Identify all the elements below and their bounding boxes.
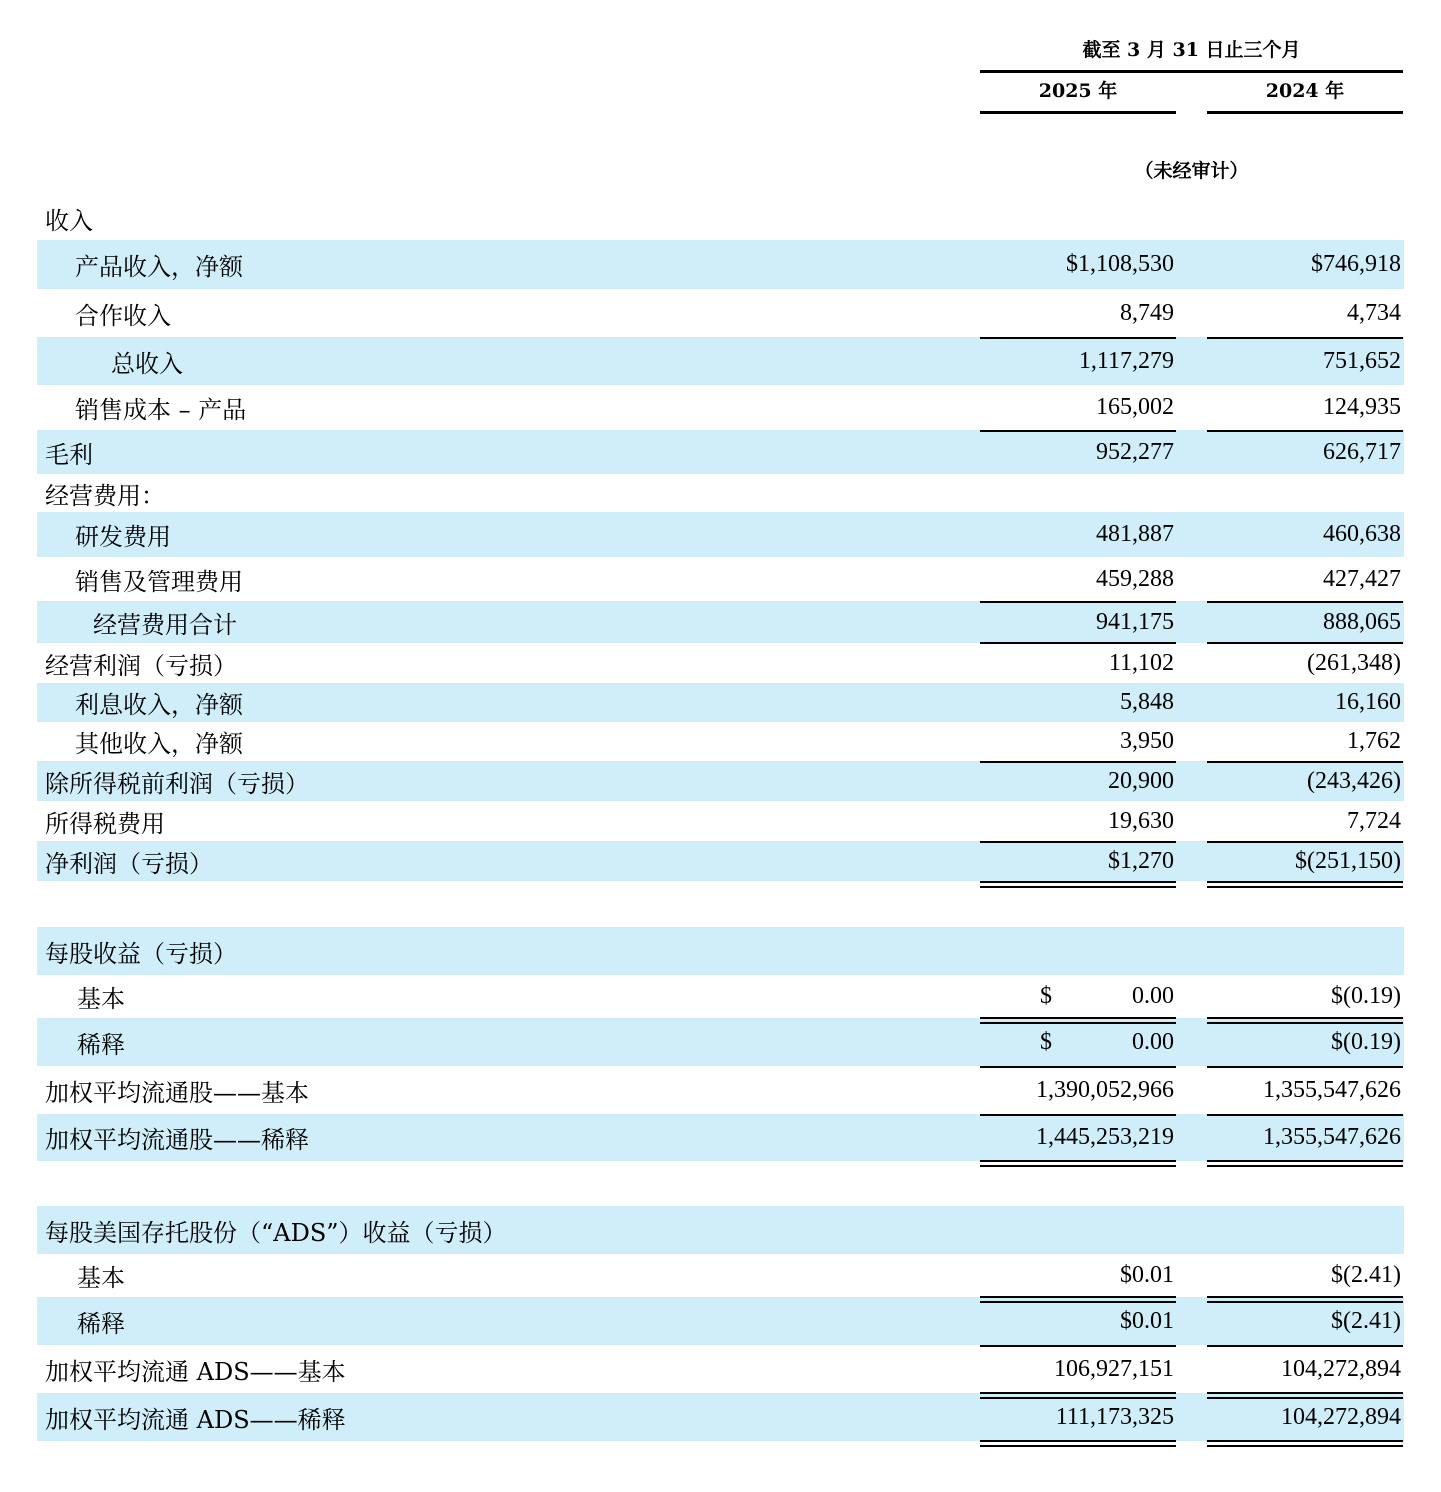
table-row: [37, 841, 1404, 881]
subtotal-rule: [980, 1345, 1176, 1347]
value-2025: 941,175: [1096, 608, 1174, 635]
subtotal-rule: [980, 642, 1176, 644]
table-row: [37, 557, 1404, 601]
total-double-rule: [980, 1160, 1176, 1167]
row-label: 经营费用：: [45, 481, 165, 510]
row-label: 加权平均流通 ADS——基本: [45, 1357, 346, 1386]
row-label: 总收入: [111, 349, 183, 378]
table-row: [37, 801, 1404, 841]
row-label: 稀释: [77, 1309, 125, 1338]
table-row: [37, 975, 1404, 1018]
value-2024: $(0.19): [1331, 983, 1401, 1009]
row-label: 加权平均流通股——稀释: [45, 1126, 309, 1154]
value-2024: 888,065: [1323, 608, 1401, 635]
table-row: [37, 1066, 1404, 1114]
table-row: [37, 430, 1404, 474]
value-2025: 0.00: [1132, 983, 1174, 1009]
table-row: [37, 643, 1404, 683]
table-row: [37, 1297, 1404, 1345]
row-label: 净利润（亏损）: [45, 849, 213, 878]
row-label: 所得税费用: [45, 809, 165, 838]
value-2024: 751,652: [1323, 347, 1401, 374]
table-row: [37, 722, 1404, 761]
subtotal-rule: [1207, 601, 1403, 603]
value-2024: $(2.41): [1331, 1262, 1401, 1288]
value-2024: 626,717: [1323, 438, 1401, 465]
value-2025: $1,108,530: [1066, 251, 1174, 277]
table-row: [37, 601, 1404, 643]
column-header-2025: 2025 年: [1038, 80, 1118, 102]
value-2024: 4,734: [1347, 299, 1401, 326]
period-underline: [980, 70, 1403, 73]
total-double-rule: [1207, 1017, 1403, 1024]
subtotal-rule: [1207, 642, 1403, 644]
total-double-rule: [1207, 881, 1403, 888]
subtotal-rule: [980, 1066, 1176, 1068]
table-row: [37, 1018, 1404, 1066]
value-2024: (261,348): [1307, 649, 1401, 676]
row-label: 研发费用: [75, 523, 171, 551]
value-2025: 111,173,325: [1055, 1403, 1174, 1430]
total-double-rule: [980, 1392, 1176, 1399]
value-2024: (243,426): [1307, 767, 1401, 794]
value-2024: 124,935: [1323, 394, 1401, 420]
row-label: 稀释: [77, 1030, 125, 1059]
value-2025: $1,270: [1108, 847, 1174, 874]
value-2025: 5,848: [1120, 689, 1174, 715]
subtotal-rule: [1207, 1114, 1403, 1116]
value-2025: 952,277: [1096, 438, 1174, 465]
value-2024: 1,762: [1347, 728, 1401, 754]
subtotal-rule: [980, 1114, 1176, 1116]
audit-note: （未经审计）: [1134, 160, 1249, 182]
subtotal-rule: [1207, 1066, 1403, 1068]
value-2025: $0.01: [1120, 1262, 1174, 1288]
row-label: 每股美国存托股份（“ADS”）收益（亏损）: [45, 1218, 507, 1247]
row-label: 合作收入: [75, 301, 171, 330]
total-double-rule: [1207, 1392, 1403, 1399]
subtotal-rule: [980, 601, 1176, 603]
table-row: [37, 1393, 1404, 1441]
value-2024: 16,160: [1335, 689, 1401, 715]
subtotal-rule: [980, 761, 1176, 763]
value-2024: 1,355,547,626: [1263, 1124, 1401, 1150]
column-2024-underline: [1207, 111, 1403, 114]
total-double-rule: [1207, 1296, 1403, 1303]
table-row: [37, 337, 1404, 385]
value-2024: 7,724: [1347, 807, 1401, 834]
value-2024: 427,427: [1323, 565, 1401, 592]
total-double-rule: [1207, 1160, 1403, 1167]
value-2024: 460,638: [1323, 521, 1401, 547]
row-label: 基本: [77, 1264, 125, 1292]
total-double-rule: [980, 1017, 1176, 1024]
column-header-2024: 2024 年: [1265, 80, 1345, 102]
table-row: [37, 1114, 1404, 1161]
row-label: 毛利: [45, 440, 93, 469]
table-row: [37, 761, 1404, 801]
row-label: 经营利润（亏损）: [45, 651, 237, 680]
value-2025: 20,900: [1108, 767, 1174, 794]
subtotal-rule: [980, 430, 1176, 432]
table-row: [37, 1345, 1404, 1393]
value-2024: 104,272,894: [1281, 1355, 1401, 1382]
value-2025: 1,117,279: [1078, 347, 1174, 374]
table-row: [37, 1254, 1404, 1297]
value-2025: 1,390,052,966: [1036, 1076, 1174, 1103]
value-2024: $(0.19): [1331, 1028, 1401, 1055]
value-2024: $746,918: [1311, 251, 1401, 277]
table-row: [37, 240, 1404, 289]
table-row: [37, 474, 1404, 512]
total-double-rule: [980, 1296, 1176, 1303]
value-2025: 459,288: [1096, 565, 1174, 592]
row-label: 基本: [77, 985, 125, 1013]
table-row: [37, 927, 1404, 975]
value-2024: $(2.41): [1331, 1307, 1401, 1334]
row-label: 加权平均流通 ADS——稀释: [45, 1405, 346, 1434]
value-2025: 165,002: [1096, 394, 1174, 420]
subtotal-rule: [1207, 337, 1403, 339]
subtotal-rule: [1207, 841, 1403, 843]
value-2025: 481,887: [1096, 521, 1174, 547]
table-row: [37, 683, 1404, 722]
row-label: 销售及管理费用: [75, 567, 243, 596]
table-row: [37, 1206, 1404, 1254]
value-2025: 11,102: [1108, 649, 1174, 676]
value-2025: 19,630: [1108, 807, 1174, 834]
table-row: [37, 289, 1404, 337]
subtotal-rule: [1207, 430, 1403, 432]
row-label: 利息收入，净额: [75, 691, 243, 719]
value-2025: 0.00: [1132, 1028, 1174, 1055]
subtotal-rule: [980, 841, 1176, 843]
row-label: 除所得税前利润（亏损）: [45, 769, 309, 798]
table-row: [37, 385, 1404, 430]
total-double-rule: [1207, 1440, 1403, 1447]
row-label: 产品收入，净额: [75, 253, 243, 281]
row-label: 其他收入，净额: [75, 730, 243, 758]
total-double-rule: [980, 881, 1176, 888]
row-label: 收入: [45, 206, 93, 235]
row-label: 经营费用合计: [93, 610, 237, 639]
table-row: [37, 196, 1404, 240]
period-header: 截至 3 月 31 日止三个月: [1082, 39, 1301, 61]
value-2025: $0.01: [1120, 1307, 1174, 1334]
value-2024: $(251,150): [1295, 847, 1401, 874]
subtotal-rule: [980, 337, 1176, 339]
table-row: [37, 512, 1404, 557]
value-2025: 1,445,253,219: [1036, 1124, 1174, 1150]
value-2025: 3,950: [1120, 728, 1174, 754]
currency-symbol: $: [1040, 1028, 1052, 1055]
row-label: 销售成本 – 产品: [75, 396, 247, 424]
row-label: 加权平均流通股——基本: [45, 1078, 309, 1107]
value-2024: 104,272,894: [1281, 1403, 1401, 1430]
subtotal-rule: [1207, 1345, 1403, 1347]
total-double-rule: [980, 1440, 1176, 1447]
subtotal-rule: [1207, 761, 1403, 763]
value-2025: 8,749: [1120, 299, 1174, 326]
value-2024: 1,355,547,626: [1263, 1076, 1401, 1103]
currency-symbol: $: [1040, 983, 1052, 1009]
row-label: 每股收益（亏损）: [45, 939, 237, 968]
column-2025-underline: [980, 111, 1176, 114]
value-2025: 106,927,151: [1054, 1355, 1174, 1382]
